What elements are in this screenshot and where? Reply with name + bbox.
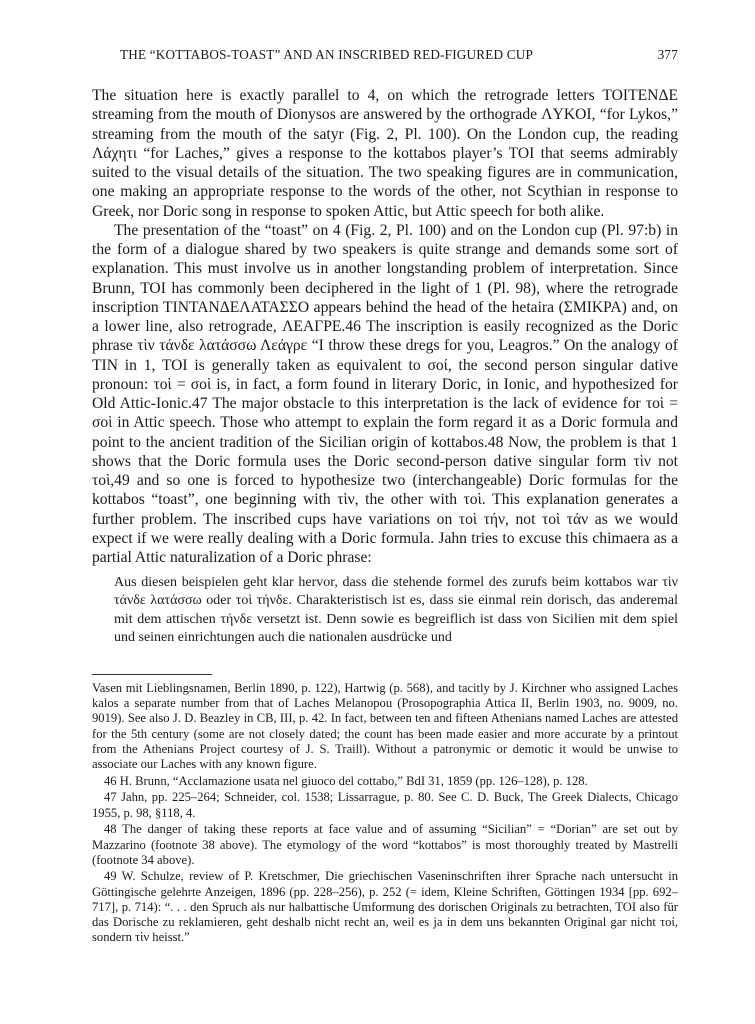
footnotes xyxy=(92,681,678,947)
block-quote-text: Aus diesen beispielen geht klar hervor, dass die stehende formel des zurufs beim kottabos war τὶν τάνδε λατάσσω oder τοὶ τήνδε. Charakteristisch ist es, dass sie einmal rein dorisch, das anderemal mit dem attischen τήνδε versetzt ist. Denn sowie es begreiflich ist dass von Sicilien mit dem spiel und seinen einrichtungen auch die nationalen ausdrücke und xyxy=(114,575,678,645)
footnote-46: 46 H. Brunn, “Acclamazione usata nel giuoco del cottabo,” BdI 31, 1859 (pp. 126–128), p. 128. xyxy=(104,773,588,788)
footnote-rule xyxy=(92,674,212,675)
footnote-49: 49 W. Schulze, review of P. Kretschmer, Die griechischen Vaseninschriften ihrer Sprache nach untersucht in Göttingische gelehrte Anzeigen, 1896 (pp. 228–256), p. 252 (= idem, Kleine Schriften, Göttingen 1934 [pp. 692–717], p. 714): “. . . den Spruch als nur halbattische Umformung des dorischen Originals zu betrachten, TOI also für das Dorische zu reklamieren, geht deshalb nicht recht an, weil es ja in dem uns bekannten Original gar nicht τοί, sondern τὶν heisst.” xyxy=(92,869,678,945)
footnote-47: 47 Jahn, pp. 225–264; Schneider, col. 1538; Lissarrague, p. 80. See C. D. Buck, The Greek Dialects, Chicago 1955, p. 98, §118, 4. xyxy=(92,790,678,820)
footnote-48: 48 The danger of taking these reports at face value and of assuming “Sicilian” = “Dorian” are set out by Mazzarino (footnote 38 above). The etymology of the word “kottabos” is most thoroughly treated by Mastrelli (footnote 34 above). xyxy=(92,822,678,867)
paragraph-1: The situation here is exactly parallel to 4, on which the retrograde letters TOITENΔE streaming from the mouth of Dionysos are answered by the orthograde ΛYKOI, “for Lykos,” streaming from the mouth of the satyr (Fig. 2, Pl. 100). On the London cup, the reading Λάχητι “for Laches,” gives a response to the kottabos player’s TOI that seems admirably suited to the visual details of the situation. The two speaking figures are in communication, one making an appropriate response to the words of the other, not Scythian in response to Greek, nor Doric song in response to spoken Attic, but Attic speech for both alike. xyxy=(92,87,678,220)
main-text xyxy=(92,86,678,647)
block-quote xyxy=(92,574,678,647)
running-title: THE “KOTTABOS-TOAST” AND AN INSCRIBED RED-FIGURED CUP xyxy=(120,47,533,62)
page-number: 377 xyxy=(657,47,678,62)
footnote-continued: Vasen mit Lieblingsnamen, Berlin 1890, p. 122), Hartwig (p. 568), and tacitly by J. Kirchner who assigned Laches kalos a separate number from that of Laches Melanopou (Prosopographia Attica II, Berlin 1903, no. 9009, no. 9019). See also J. D. Beazley in CB, III, p. 42. In fact, between ten and fifteen Athenians named Laches are attested for the 5th century (some are not closely dated; the count has been made easier and more accurate by a printout from the Athenians Project courtesy of J. S. Traill). Without a patronymic or demotic it would be unwise to associate our Laches with any known figure. xyxy=(92,681,678,772)
paragraph-2: The presentation of the “toast” on 4 (Fig. 2, Pl. 100) and on the London cup (Pl. 97:b) in the form of a dialogue shared by two speakers is quite strange and demands some sort of explanation. This must involve us in another longstanding problem of interpretation. Since Brunn, TOI has commonly been deciphered in the light of 1 (Pl. 98), where the retrograde inscription TINTANΔEΛATAΣΣO appears behind the head of the hetaira (ΣMIKPA) and, on a lower line, also retrograde, ΛEAΓPE.46 The inscription is easily recognized as the Doric phrase τὶν τάνδε λατάσσω Λεάγρε “I throw these dregs for you, Leagros.” On the analogy of TIN in 1, TOI is generally taken as equivalent to σοί, the second person singular dative pronoun: τοὶ = σοὶ is, in fact, a form found in literary Doric, in Ionic, and hypothesized for Old Attic-Ionic.47 The major obstacle to this interpretation is the lack of evidence for τοὶ = σοὶ in Attic speech. Those who attempt to explain the form regard it as a Doric formula and point to the ancient tradition of the Sicilian origin of kottabos.48 Now, the problem is that 1 shows that the Doric formula uses the Doric second-person dative singular form τὶν not τοὶ,49 and so one is forced to hypothesize two (interchangeable) Doric formulas for the kottabos “toast”, one beginning with τὶν, the other with τοὶ. This explanation generates a further problem. The inscribed cups have variations on τοὶ τήν, not τοὶ τάν as we would expect if we were really dealing with a Doric formula. Jahn tries to excuse this chimaera as a partial Attic naturalization of a Doric phrase: xyxy=(92,221,678,566)
